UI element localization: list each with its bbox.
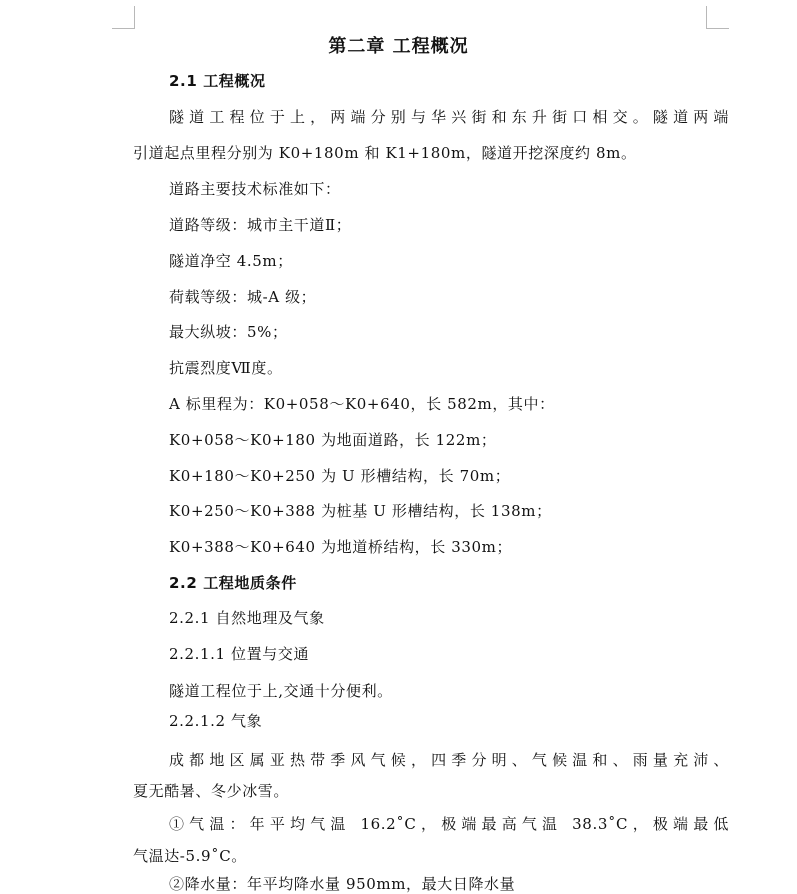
paragraph-segment-3: K0+250～K0+388 为桩基 U 形槽结构，长 138m； bbox=[169, 502, 552, 520]
paragraph-standards: 道路主要技术标准如下： bbox=[169, 180, 341, 198]
paragraph-max-slope: 最大纵坡：5%； bbox=[169, 323, 288, 341]
section-heading-2-2: 2.2 工程地质条件 bbox=[169, 574, 297, 592]
margin-corner-top-right bbox=[706, 6, 729, 29]
chapter-title: 第二章 工程概况 bbox=[328, 36, 469, 57]
paragraph-clearance: 隧道净空 4.5m； bbox=[169, 252, 293, 270]
section-heading-2-1: 2.1 工程概况 bbox=[169, 72, 266, 90]
paragraph-location: 隧道工程位于上,交通十分便利。 bbox=[169, 682, 393, 700]
paragraph-intro-line-2: 引道起点里程分别为 K0+180m 和 K1+180m，隧道开挖深度约 8m。 bbox=[133, 144, 637, 162]
paragraph-climate-line-2: 夏无酷暑、冬少冰雪。 bbox=[133, 782, 290, 800]
margin-corner-top-left bbox=[112, 6, 135, 29]
paragraph-segment-4: K0+388～K0+640 为地道桥结构，长 330m； bbox=[169, 538, 513, 556]
paragraph-temperature-line-2: 气温达-5.9˚C。 bbox=[133, 847, 247, 865]
paragraph-seismic: 抗震烈度Ⅶ度。 bbox=[169, 359, 283, 377]
paragraph-segment-1: K0+058～K0+180 为地面道路，长 122m； bbox=[169, 431, 497, 449]
paragraph-mileage: A 标里程为：K0+058～K0+640，长 582m，其中： bbox=[169, 395, 555, 413]
paragraph-temperature-line-1: ①气温：年平均气温 16.2˚C，极端最高气温 38.3˚C，极端最低 bbox=[169, 815, 729, 833]
paragraph-intro-line-1: 隧道工程位于上，两端分别与华兴街和东升街口相交。隧道两端 bbox=[169, 108, 729, 126]
section-heading-2-2-1-1: 2.2.1.1 位置与交通 bbox=[169, 645, 310, 663]
section-heading-2-2-1: 2.2.1 自然地理及气象 bbox=[169, 609, 325, 627]
paragraph-climate-line-1: 成都地区属亚热带季风气候，四季分明、气候温和、雨量充沛、 bbox=[169, 751, 729, 769]
paragraph-precipitation-partial: ②降水量：年平均降水量 950mm，最大日降水量 bbox=[169, 875, 516, 893]
paragraph-road-grade: 道路等级：城市主干道Ⅱ； bbox=[169, 216, 352, 234]
section-heading-2-2-1-2: 2.2.1.2 气象 bbox=[169, 712, 263, 730]
paragraph-segment-2: K0+180～K0+250 为 U 形槽结构，长 70m； bbox=[169, 467, 511, 485]
paragraph-load-grade: 荷载等级：城-A 级； bbox=[169, 288, 317, 306]
